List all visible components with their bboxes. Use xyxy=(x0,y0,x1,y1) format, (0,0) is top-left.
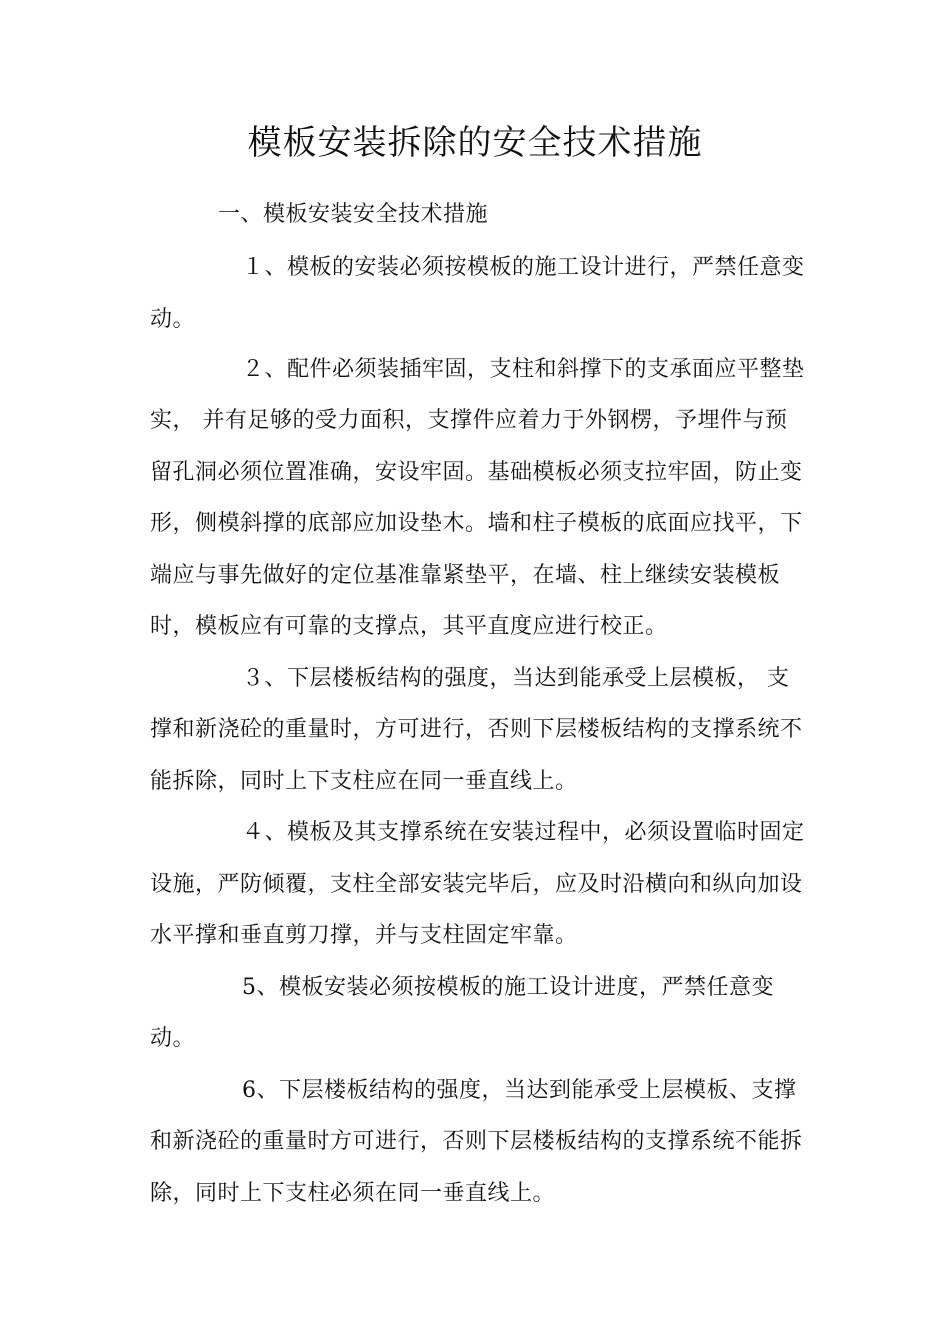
paragraph-line: 实， 并有足够的受力面积，支撑件应着力于外钢楞，予埋件与预 xyxy=(150,408,788,433)
paragraph-line: ２、配件必须装插牢固，支柱和斜撑下的支承面应平整垫 xyxy=(242,357,805,382)
paragraph-line: 5、模板安装必须按模板的施工设计进度，严禁任意变 xyxy=(242,975,774,1000)
paragraph-line: 和新浇砼的重量时方可进行，否则下层楼板结构的支撑系统不能拆 xyxy=(150,1129,803,1154)
paragraph-line: 撑和新浇砼的重量时，方可进行，否则下层楼板结构的支撑系统不 xyxy=(150,717,803,742)
paragraph-line: 6、下层楼板结构的强度，当达到能承受上层模板、支撑 xyxy=(242,1078,797,1103)
paragraph-line: 时，模板应有可靠的支撑点，其平直度应进行校正。 xyxy=(150,614,668,639)
document-title: 模板安装拆除的安全技术措施 xyxy=(247,123,703,163)
paragraph-line: 端应与事先做好的定位基准靠紧垫平，在墙、柱上继续安装模板 xyxy=(150,563,781,588)
paragraph-line: ４、模板及其支撑系统在安装过程中，必须设置临时固定 xyxy=(242,820,805,845)
paragraph-line: １、模板的安装必须按模板的施工设计进行，严禁任意变 xyxy=(242,255,805,280)
paragraph-line: 留孔洞必须位置准确，安设牢固。基础模板必须支拉牢固，防止变 xyxy=(150,460,803,485)
paragraph-line: 水平撑和垂直剪刀撑，并与支柱固定牢靠。 xyxy=(150,923,578,948)
paragraph-line: ３、下层楼板结构的强度，当达到能承受上层模板， 支 xyxy=(242,666,790,691)
section-heading: 一、模板安装安全技术措施 xyxy=(218,202,489,227)
paragraph-line: 除，同时上下支柱必须在同一垂直线上。 xyxy=(150,1181,556,1206)
paragraph-line: 能拆除，同时上下支柱应在同一垂直线上。 xyxy=(150,769,578,794)
paragraph-line: 动。 xyxy=(150,307,196,332)
paragraph-line: 形，侧模斜撑的底部应加设垫木。墙和柱子模板的底面应找平，下 xyxy=(150,511,803,536)
paragraph-line: 设施，严防倾覆，支柱全部安装完毕后，应及时沿横向和纵向加设 xyxy=(150,872,803,897)
paragraph-line: 动。 xyxy=(150,1026,196,1051)
